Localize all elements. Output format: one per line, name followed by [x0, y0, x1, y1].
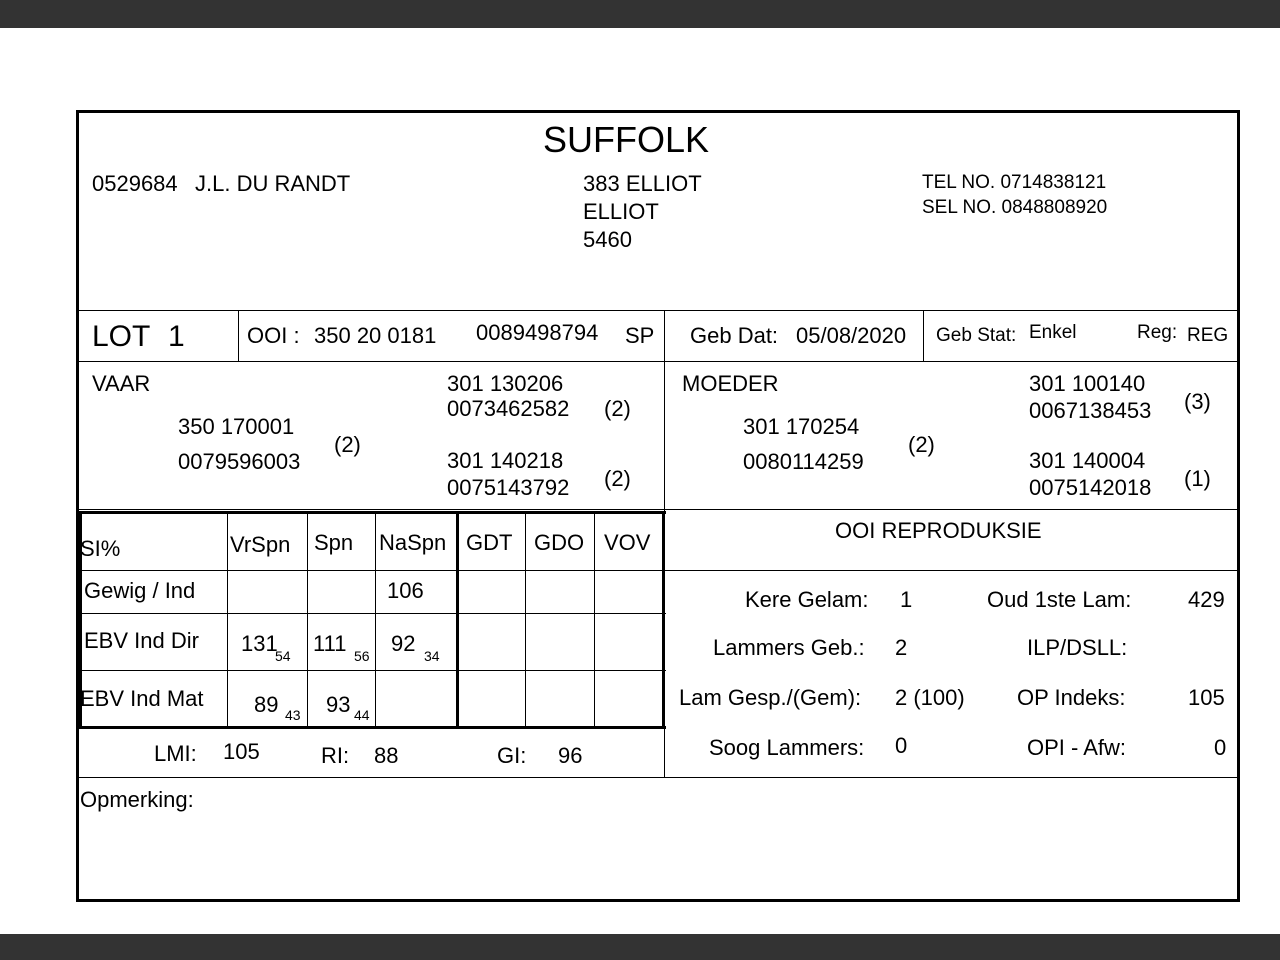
divider-indices [79, 777, 1237, 778]
si-header-gdo: GDO [534, 530, 585, 555]
op-indeks-value: 105 [1188, 685, 1225, 710]
moeder-sire-id1: 301 100140 [1029, 371, 1146, 396]
gi-value: 96 [558, 743, 583, 768]
si-row-ebvdir-label: EBV Ind Dir [84, 628, 199, 653]
owner-id: 0529684 [92, 171, 178, 196]
lam-gesp-value: 2 (100) [895, 685, 965, 710]
si-header-naspn: NaSpn [379, 530, 447, 555]
divider-pedigree [79, 509, 1237, 510]
si-row-ebvdir-spn: 111 [313, 631, 347, 656]
kere-gelam-label: Kere Gelam: [745, 587, 869, 612]
border-bottom [76, 899, 1240, 902]
divider-lot [79, 361, 1237, 362]
vaar-label: VAAR [92, 371, 151, 396]
divider-si-header [79, 570, 1237, 571]
moeder-dam-id2: 0075142018 [1029, 475, 1152, 500]
si-col-5 [525, 511, 526, 727]
lot-label: LOT [92, 320, 151, 353]
soog-lammers-value: 0 [895, 733, 908, 758]
si-row-ebvmat-vrspn-acc: 43 [285, 707, 301, 723]
ilp-dsll-label: ILP/DSLL: [1027, 635, 1128, 660]
vaar-dam-id1: 301 140218 [447, 448, 564, 473]
moeder-sire-count: (3) [1184, 389, 1211, 414]
divider-lot-v1 [238, 310, 239, 361]
si-header-spn: Spn [314, 530, 354, 555]
vaar-sire-id2: 0073462582 [447, 396, 570, 421]
owner-tel: TEL NO. 0714838121 [922, 172, 1107, 193]
moeder-id1: 301 170254 [743, 414, 860, 439]
divider-lot-v2 [923, 310, 924, 361]
ooi-sp: SP [625, 323, 655, 348]
owner-address-line2: ELLIOT [583, 199, 659, 224]
si-table-right [662, 511, 665, 729]
lam-gesp-label: Lam Gesp./(Gem): [679, 685, 862, 710]
op-indeks-label: OP Indeks: [1017, 685, 1126, 710]
moeder-count: (2) [908, 432, 935, 457]
moeder-sire-id2: 0067138453 [1029, 398, 1152, 423]
breed-title: SUFFOLK [543, 119, 710, 160]
vaar-dam-id2: 0075143792 [447, 475, 570, 500]
geb-stat-label: Geb Stat: [936, 325, 1017, 346]
owner-name: J.L. DU RANDT [195, 171, 351, 196]
ooi-id-number: 0089498794 [476, 320, 599, 345]
lmi-label: LMI: [154, 741, 197, 766]
border-top [76, 110, 1240, 113]
ri-value: 88 [374, 743, 399, 768]
si-table-top [79, 511, 666, 514]
vaar-count: (2) [334, 432, 361, 457]
ri-label: RI: [321, 743, 350, 768]
vaar-dam-count: (2) [604, 466, 631, 491]
si-row-ebvdir-spn-acc: 56 [354, 648, 370, 664]
owner-address-line1: 383 ELLIOT [583, 171, 702, 196]
opi-afw-label: OPI - Afw: [1027, 735, 1127, 760]
si-row-ebvdir-vrspn: 131 [241, 631, 278, 656]
si-col-1 [227, 511, 228, 727]
ooi-label: OOI : [247, 323, 300, 348]
si-table-bottom [79, 726, 666, 729]
si-col-6 [594, 511, 595, 727]
moeder-label: MOEDER [682, 371, 779, 396]
soog-lammers-label: Soog Lammers: [709, 735, 865, 760]
moeder-dam-count: (1) [1184, 466, 1211, 491]
reproduction-title: OOI REPRODUKSIE [835, 518, 1042, 543]
border-right [1237, 110, 1240, 902]
top-bar [0, 0, 1280, 28]
lot-number: 1 [168, 320, 185, 353]
remarks-label: Opmerking: [80, 787, 194, 812]
bottom-bar [0, 934, 1280, 960]
si-col-4 [456, 511, 459, 729]
si-corner: SI% [80, 536, 121, 561]
border-left [76, 110, 79, 902]
opi-afw-value: 0 [1214, 735, 1227, 760]
si-row-gewig-label: Gewig / Ind [84, 578, 196, 603]
oud-1ste-lam-value: 429 [1188, 587, 1225, 612]
moeder-id2: 0080114259 [743, 449, 864, 474]
divider-si-row2 [79, 670, 666, 671]
geb-stat-value: Enkel [1029, 322, 1077, 343]
si-row-ebvmat-spn: 93 [326, 692, 351, 717]
geb-dat-value: 05/08/2020 [796, 323, 907, 348]
si-row-ebvmat-spn-acc: 44 [354, 707, 370, 723]
owner-address-line3: 5460 [583, 227, 632, 252]
oud-1ste-lam-label: Oud 1ste Lam: [987, 587, 1132, 612]
vaar-sire-count: (2) [604, 396, 631, 421]
si-row-ebvmat-label: EBV Ind Mat [80, 686, 204, 711]
lmi-value: 105 [223, 739, 260, 764]
vaar-id2: 0079596003 [178, 449, 301, 474]
owner-sel: SEL NO. 0848808920 [922, 197, 1108, 218]
moeder-dam-id1: 301 140004 [1029, 448, 1146, 473]
si-col-2 [307, 511, 308, 727]
si-header-vrspn: VrSpn [230, 532, 291, 557]
reg-label: Reg: [1137, 322, 1178, 343]
vaar-sire-id1: 301 130206 [447, 371, 564, 396]
gi-label: GI: [497, 743, 527, 768]
si-header-vov: VOV [604, 530, 651, 555]
si-row-ebvdir-naspn: 92 [391, 631, 416, 656]
si-row-ebvdir-vrspn-acc: 54 [275, 648, 291, 664]
geb-dat-label: Geb Dat: [690, 323, 779, 348]
divider-si-row1 [79, 613, 666, 614]
si-row-gewig-naspn: 106 [387, 578, 424, 603]
si-row-ebvmat-vrspn: 89 [254, 692, 279, 717]
lammers-geb-value: 2 [895, 635, 908, 660]
reg-value: REG [1187, 325, 1229, 346]
ooi-number: 350 20 0181 [314, 323, 437, 348]
lammers-geb-label: Lammers Geb.: [713, 635, 865, 660]
si-col-3 [375, 511, 376, 727]
vaar-id1: 350 170001 [178, 414, 295, 439]
divider-header [79, 310, 1237, 311]
kere-gelam-value: 1 [900, 587, 913, 612]
si-row-ebvdir-naspn-acc: 34 [424, 648, 440, 664]
si-header-gdt: GDT [466, 530, 513, 555]
